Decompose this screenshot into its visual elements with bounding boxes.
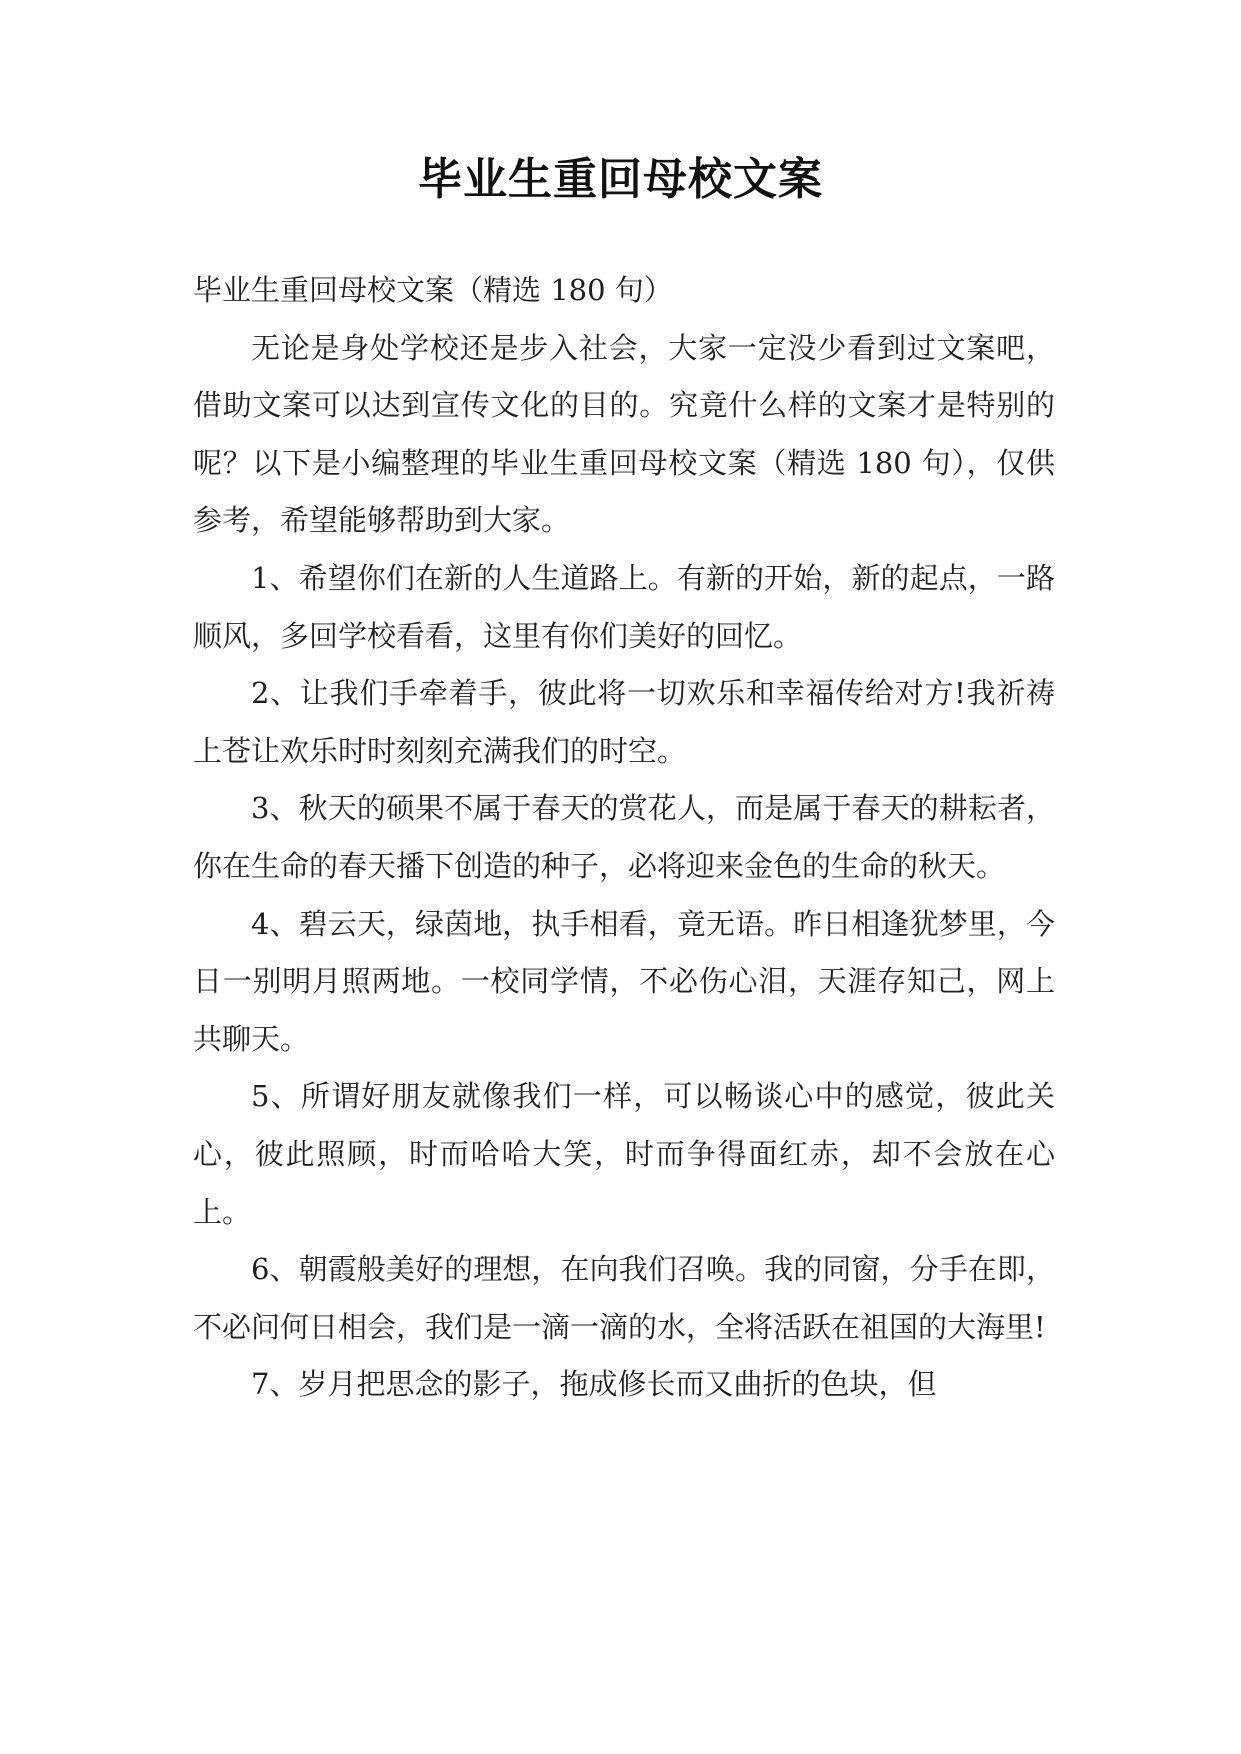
paragraph-item-2: 2、让我们手牵着手，彼此将一切欢乐和幸福传给对方!我祈祷上苍让欢乐时时刻刻充满我们的时空。 [193, 676, 1055, 768]
paragraph-item-5: 5、所谓好朋友就像我们一样，可以畅谈心中的感觉，彼此关心，彼此照顾，时而哈哈大笑，时而争得面红赤，却不会放在心上。 [193, 1079, 1055, 1229]
paragraph-item-7: 7、岁月把思念的影子，拖成修长而又曲折的色块，但 [251, 1367, 937, 1402]
document-title: 毕业生重回母校文案 [418, 154, 823, 205]
paragraph-item-1: 1、希望你们在新的人生道路上。有新的开始，新的起点，一路顺风，多回学校看看，这里有你们美好的回忆。 [193, 560, 1055, 653]
document-body [193, 262, 1055, 1414]
paragraph-intro: 无论是身处学校还是步入社会，大家一定没少看到过文案吧，借助文案可以达到宣传文化的目的。究竟什么样的文案才是特别的呢？以下是小编整理的毕业生重回母校文案（精选 180 句），仅供参考，希望能够帮助到大家。 [193, 330, 1055, 538]
document-subtitle: 毕业生重回母校文案（精选 180 句） [193, 273, 673, 307]
paragraph-item-4: 4、碧云天，绿茵地，执手相看，竟无语。昨日相逢犹梦里，今日一别明月照两地。一校同学情，不必伤心泪，天涯存知己，网上共聊天。 [193, 906, 1055, 1056]
paragraph-item-6: 6、朝霞般美好的理想，在向我们召唤。我的同窗，分手在即，不必问何日相会，我们是一滴一滴的水，全将活跃在祖国的大海里! [193, 1252, 1055, 1344]
paragraph-item-3: 3、秋天的硕果不属于春天的赏花人，而是属于春天的耕耘者，你在生命的春天播下创造的种子，必将迎来金色的生命的秋天。 [193, 791, 1055, 883]
